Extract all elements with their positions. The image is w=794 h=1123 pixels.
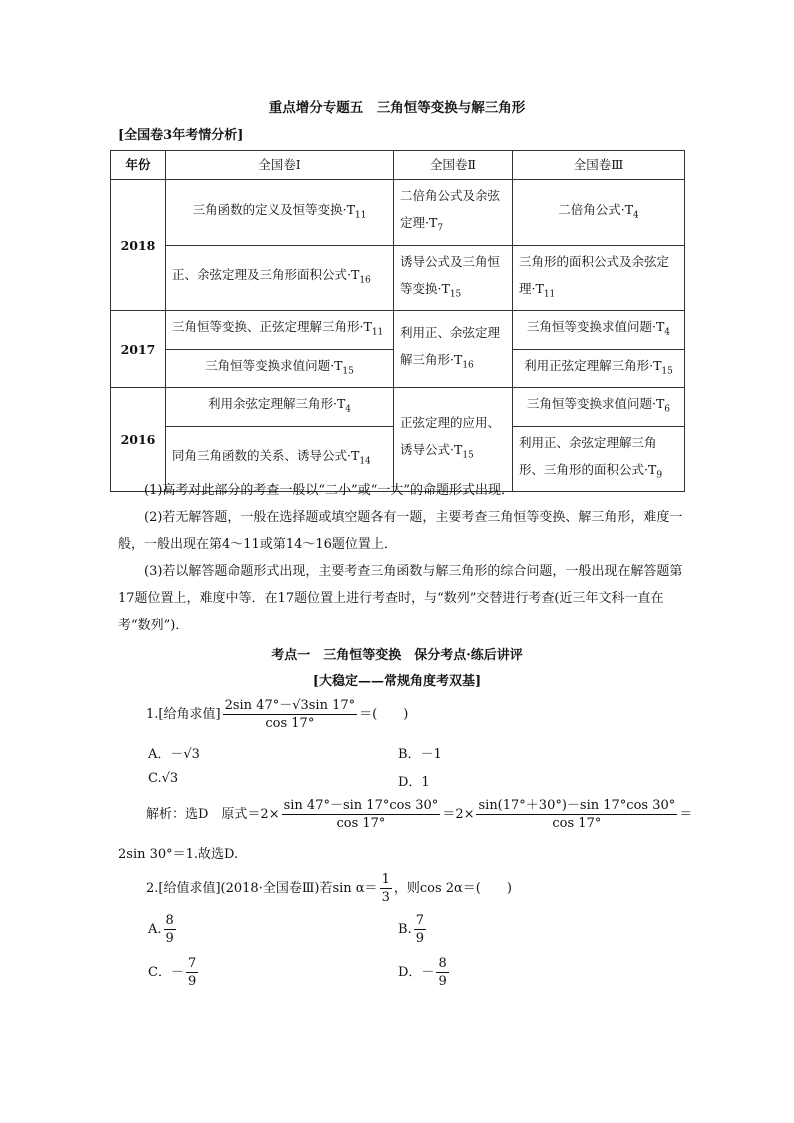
option-d: D．－ $\frac{8}{9}$ <box>398 956 447 989</box>
table-cell: 正、余弦定理及三角形面积公式$\cdot T_{16}$ <box>166 245 394 311</box>
table-cell: 利用余弦定理解三角形$\cdot T_4$ <box>166 388 394 427</box>
year-cell: 2016 <box>111 388 166 492</box>
header-paper-3: 全国卷Ⅲ <box>513 151 685 180</box>
table-row <box>111 311 685 350</box>
table-cell: 三角函数的定义及恒等变换$\cdot T_{11}$ <box>166 180 394 246</box>
table-cell: 同角三角函数的关系、诱导公式$\cdot T_{14}$ <box>166 426 394 492</box>
table-row <box>111 245 685 311</box>
question-1-solution: 解析：选D 原式＝2× $\frac{\sin 47^\circ-\sin 17^\circ\cos 30^\circ}{\cos 17^\circ}$ ＝2× $\frac{\sin(17^\circ+30^\circ)-\sin 17^\circ\cos 30^\circ}{\cos 17^\circ}$ ＝ <box>146 798 693 831</box>
section-subheading: [大稳定——常规角度考双基] <box>312 674 482 689</box>
section-heading: 考点一 三角恒等变换 保分考点·练后讲评 <box>271 648 523 663</box>
option-a: A. $\frac{8}{9}$ <box>148 913 174 946</box>
table-cell: 三角恒等变换、正弦定理解三角形$\cdot T_{11}$ <box>166 311 394 350</box>
option-d: D．1 <box>398 775 430 790</box>
table-cell: 利用正弦定理解三角形$\cdot T_{15}$ <box>513 349 685 388</box>
exam-analysis-table <box>110 150 685 492</box>
table-cell: 三角恒等变换求值问题$\cdot T_4$ <box>513 311 685 350</box>
option-b: B. $\frac{7}{9}$ <box>398 913 424 946</box>
table-cell: 利用正、余弦定理解三角形、三角形的面积公式$\cdot T_9$ <box>513 426 685 492</box>
table-cell: 正弦定理的应用、诱导公式$\cdot T_{15}$ <box>394 388 513 492</box>
question-1-fraction: $\frac{2\sin 47^\circ-√3\sin 17^\circ}{\cos 17^\circ}$ <box>224 698 356 731</box>
table-cell: 三角恒等变换求值问题$\cdot T_6$ <box>513 388 685 427</box>
analysis-notes <box>118 477 684 639</box>
table-header-row <box>111 151 685 180</box>
solution-continuation: 2sin 30°＝1.故选D. <box>118 847 239 862</box>
note-item: (1)高考对此部分的考查一般以“二小”或“一大”的命题形式出现． <box>144 483 514 498</box>
table-cell: 二倍角公式$\cdot T_4$ <box>513 180 685 246</box>
table-cell: 诱导公式及三角恒等变换$\cdot T_{15}$ <box>394 245 513 311</box>
option-c: C．－ $\frac{7}{9}$ <box>148 956 197 989</box>
page-title: 重点增分专题五 三角恒等变换与解三角形 <box>268 100 526 116</box>
header-year: 年份 <box>111 151 166 180</box>
table-cell: 利用正、余弦定理解三角形$\cdot T_{16}$ <box>394 311 513 388</box>
year-cell: 2018 <box>111 180 166 311</box>
table-cell: 三角形的面积公式及余弦定理$\cdot T_{11}$ <box>513 245 685 311</box>
table-cell: 二倍角公式及余弦定理$\cdot T_7$ <box>394 180 513 246</box>
table-cell: 三角恒等变换求值问题$\cdot T_{15}$ <box>166 349 394 388</box>
option-b: B．－1 <box>398 747 442 762</box>
table-row <box>111 388 685 427</box>
option-c: C.√3 <box>148 771 179 786</box>
question-1: 1.[给角求值] $\frac{2\sin 47^\circ-√3\sin 17^\circ}{\cos 17^\circ}$ ＝( ) <box>146 698 409 731</box>
header-paper-1: 全国卷Ⅰ <box>166 151 394 180</box>
question-2: 2.[给值求值](2018·全国卷Ⅲ)若sin α＝ $\frac{1}{3}$ ，则cos 2α＝( ) <box>146 872 512 905</box>
option-a: A．－√3 <box>148 747 200 762</box>
question-1-tag: 1.[给角求值] <box>146 707 221 722</box>
note-item: (3)若以解答题命题形式出现，主要考查三角函数与解三角形的综合问题，一般出现在解答题第17题位置上，难度中等．在17题位置上进行考查时，与“数列”交替进行考查(近三年文科一直在考“数列”)． <box>118 564 683 633</box>
table-row <box>111 180 685 246</box>
header-paper-2: 全国卷Ⅱ <box>394 151 513 180</box>
table-caption: [全国卷3年考情分析] <box>118 128 244 143</box>
note-item: (2)若无解答题，一般在选择题或填空题各有一题，主要考查三角恒等变换、解三角形，难度一般，一般出现在第4～11或第14～16题位置上． <box>118 510 683 552</box>
year-cell: 2017 <box>111 311 166 388</box>
